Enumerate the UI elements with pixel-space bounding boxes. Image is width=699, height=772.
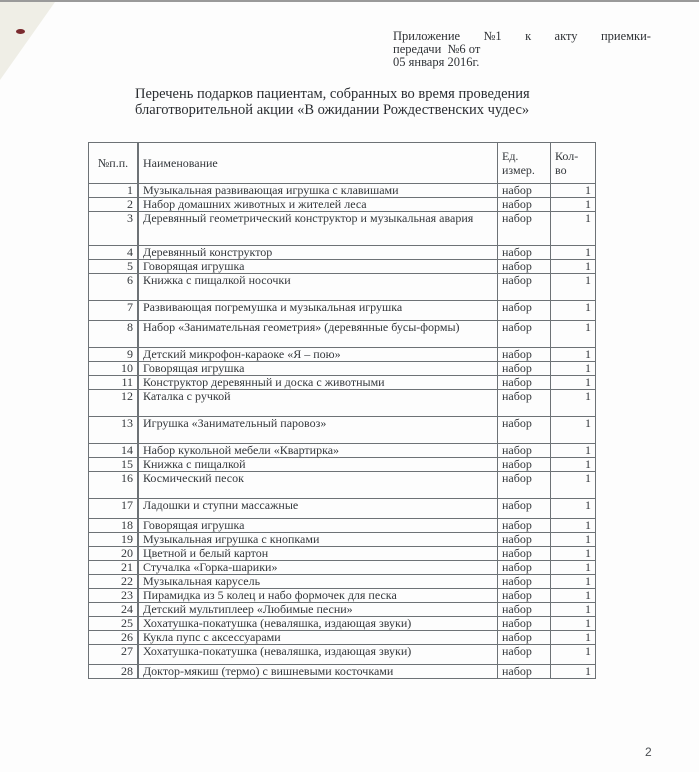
table-row [89,321,596,348]
table-row [89,198,596,212]
table-row [89,617,596,631]
appendix-note [393,30,651,69]
row-unit: набор [498,184,551,198]
row-qty: 1 [551,533,596,547]
row-qty: 1 [551,519,596,533]
row-name: Развивающая погремушка и музыкальная игрушка [138,301,498,321]
row-qty: 1 [551,348,596,362]
title-line-1: Перечень подарков пациентам, собранных во время проведения [135,86,530,102]
row-name: Кукла пупс с аксессуарами [138,631,498,645]
row-num: 6 [89,274,139,301]
row-unit: набор [498,589,551,603]
row-num: 16 [89,472,139,499]
document-title [135,86,595,118]
row-name: Музыкальная развивающая игрушка с клавишами [138,184,498,198]
row-num: 7 [89,301,139,321]
table-row [89,184,596,198]
row-unit: набор [498,533,551,547]
row-unit: набор [498,321,551,348]
header-unit-line-2: измер. [502,163,535,177]
row-num: 25 [89,617,139,631]
table-row [89,533,596,547]
row-name: Детский микрофон-караоке «Я – пою» [138,348,498,362]
row-qty: 1 [551,376,596,390]
row-num: 17 [89,499,139,519]
header-unit [498,143,551,184]
header-qty-line-2: во [555,163,567,177]
row-name: Хохатушка-покатушка (неваляшка, издающая звуки) [138,617,498,631]
row-unit: набор [498,444,551,458]
table-row [89,603,596,617]
row-qty: 1 [551,547,596,561]
row-name: Говорящая игрушка [138,362,498,376]
header-qty-line-1: Кол- [555,149,579,163]
row-name: Доктор-мякиш (термо) с вишневыми косточками [138,665,498,679]
row-qty: 1 [551,603,596,617]
table-row [89,575,596,589]
row-name: Музыкальная карусель [138,575,498,589]
row-qty: 1 [551,665,596,679]
row-qty: 1 [551,458,596,472]
row-num: 10 [89,362,139,376]
row-num: 21 [89,561,139,575]
row-qty: 1 [551,631,596,645]
row-qty: 1 [551,198,596,212]
row-qty: 1 [551,472,596,499]
folded-corner [0,2,55,80]
row-num: 5 [89,260,139,274]
header-num: №п.п. [89,143,139,184]
table-row [89,665,596,679]
row-num: 23 [89,589,139,603]
row-qty: 1 [551,617,596,631]
row-num: 9 [89,348,139,362]
appendix-word: приемки- [600,29,651,43]
row-num: 20 [89,547,139,561]
row-qty: 1 [551,321,596,348]
row-unit: набор [498,631,551,645]
row-name: Космический песок [138,472,498,499]
table-row [89,472,596,499]
row-qty: 1 [551,561,596,575]
row-num: 4 [89,246,139,260]
row-num: 8 [89,321,139,348]
row-name: Говорящая игрушка [138,519,498,533]
row-qty: 1 [551,212,596,246]
appendix-line-2: передачи №6 от [393,42,481,56]
row-unit: набор [498,417,551,444]
row-qty: 1 [551,184,596,198]
row-name: Детский мультиплеер «Любимые песни» [138,603,498,617]
row-unit: набор [498,362,551,376]
row-unit: набор [498,575,551,589]
row-name: Стучалка «Горка-шарики» [138,561,498,575]
row-num: 22 [89,575,139,589]
row-unit: набор [498,301,551,321]
row-qty: 1 [551,301,596,321]
row-name: Игрушка «Занимательный паровоз» [138,417,498,444]
table-row [89,547,596,561]
table-row [89,348,596,362]
row-qty: 1 [551,444,596,458]
row-qty: 1 [551,274,596,301]
title-line-2: благотворительной акции «В ожидании Рождественских чудес» [135,102,530,118]
row-num: 1 [89,184,139,198]
row-name: Набор кукольной мебели «Квартирка» [138,444,498,458]
row-num: 24 [89,603,139,617]
row-num: 18 [89,519,139,533]
row-unit: набор [498,645,551,665]
page-number: 2 [645,745,652,759]
table-row [89,561,596,575]
row-name: Говорящая игрушка [138,260,498,274]
row-num: 11 [89,376,139,390]
table-header-row [89,143,596,184]
ink-spot [16,29,25,34]
row-name: Пирамидка из 5 колец и набо формочек для песка [138,589,498,603]
row-name: Конструктор деревянный и доска с животными [138,376,498,390]
row-qty: 1 [551,575,596,589]
row-unit: набор [498,458,551,472]
row-unit: набор [498,274,551,301]
table-row [89,631,596,645]
row-qty: 1 [551,390,596,417]
row-qty: 1 [551,260,596,274]
row-qty: 1 [551,417,596,444]
header-unit-line-1: Ед. [502,149,519,163]
row-qty: 1 [551,589,596,603]
row-num: 15 [89,458,139,472]
appendix-word: №1 [483,29,502,43]
row-num: 19 [89,533,139,547]
appendix-line-3: 05 января 2016г. [393,55,480,69]
row-name: Ладошки и ступни массажные [138,499,498,519]
table-row [89,519,596,533]
row-name: Деревянный геометрический конструктор и музыкальная авария [138,212,498,246]
row-unit: набор [498,547,551,561]
row-unit: набор [498,348,551,362]
row-qty: 1 [551,362,596,376]
row-qty: 1 [551,499,596,519]
row-unit: набор [498,665,551,679]
row-unit: набор [498,260,551,274]
gifts-table [88,142,596,679]
row-unit: набор [498,198,551,212]
row-num: 12 [89,390,139,417]
row-unit: набор [498,519,551,533]
row-num: 28 [89,665,139,679]
row-unit: набор [498,390,551,417]
table-row [89,589,596,603]
table-row [89,499,596,519]
row-num: 2 [89,198,139,212]
row-num: 13 [89,417,139,444]
row-unit: набор [498,246,551,260]
row-unit: набор [498,376,551,390]
row-name: Книжка с пищалкой [138,458,498,472]
row-num: 27 [89,645,139,665]
table-row [89,212,596,246]
row-name: Набор домашних животных и жителей леса [138,198,498,212]
row-unit: набор [498,472,551,499]
row-unit: набор [498,212,551,246]
row-num: 14 [89,444,139,458]
row-unit: набор [498,561,551,575]
appendix-word: к [525,29,532,43]
table-row [89,417,596,444]
row-name: Хохатушка-покатушка (неваляшка, издающая звуки) [138,645,498,665]
row-unit: набор [498,603,551,617]
row-qty: 1 [551,246,596,260]
appendix-word: акту [554,29,578,43]
table-row [89,274,596,301]
row-unit: набор [498,499,551,519]
row-name: Цветной и белый картон [138,547,498,561]
header-qty [551,143,596,184]
row-name: Каталка с ручкой [138,390,498,417]
table-row [89,458,596,472]
appendix-word: Приложение [393,29,461,43]
row-unit: набор [498,617,551,631]
table-row [89,246,596,260]
table-row [89,301,596,321]
table-row [89,390,596,417]
table-row [89,362,596,376]
row-name: Деревянный конструктор [138,246,498,260]
scan-edge-line [0,0,699,2]
table-row [89,260,596,274]
table-row [89,376,596,390]
row-qty: 1 [551,645,596,665]
row-name: Набор «Занимательная геометрия» (деревянные бусы-формы) [138,321,498,348]
row-num: 3 [89,212,139,246]
row-name: Книжка с пищалкой носочки [138,274,498,301]
header-name: Наименование [138,143,498,184]
row-num: 26 [89,631,139,645]
row-name: Музыкальная игрушка с кнопками [138,533,498,547]
table-row [89,444,596,458]
table-row [89,645,596,665]
